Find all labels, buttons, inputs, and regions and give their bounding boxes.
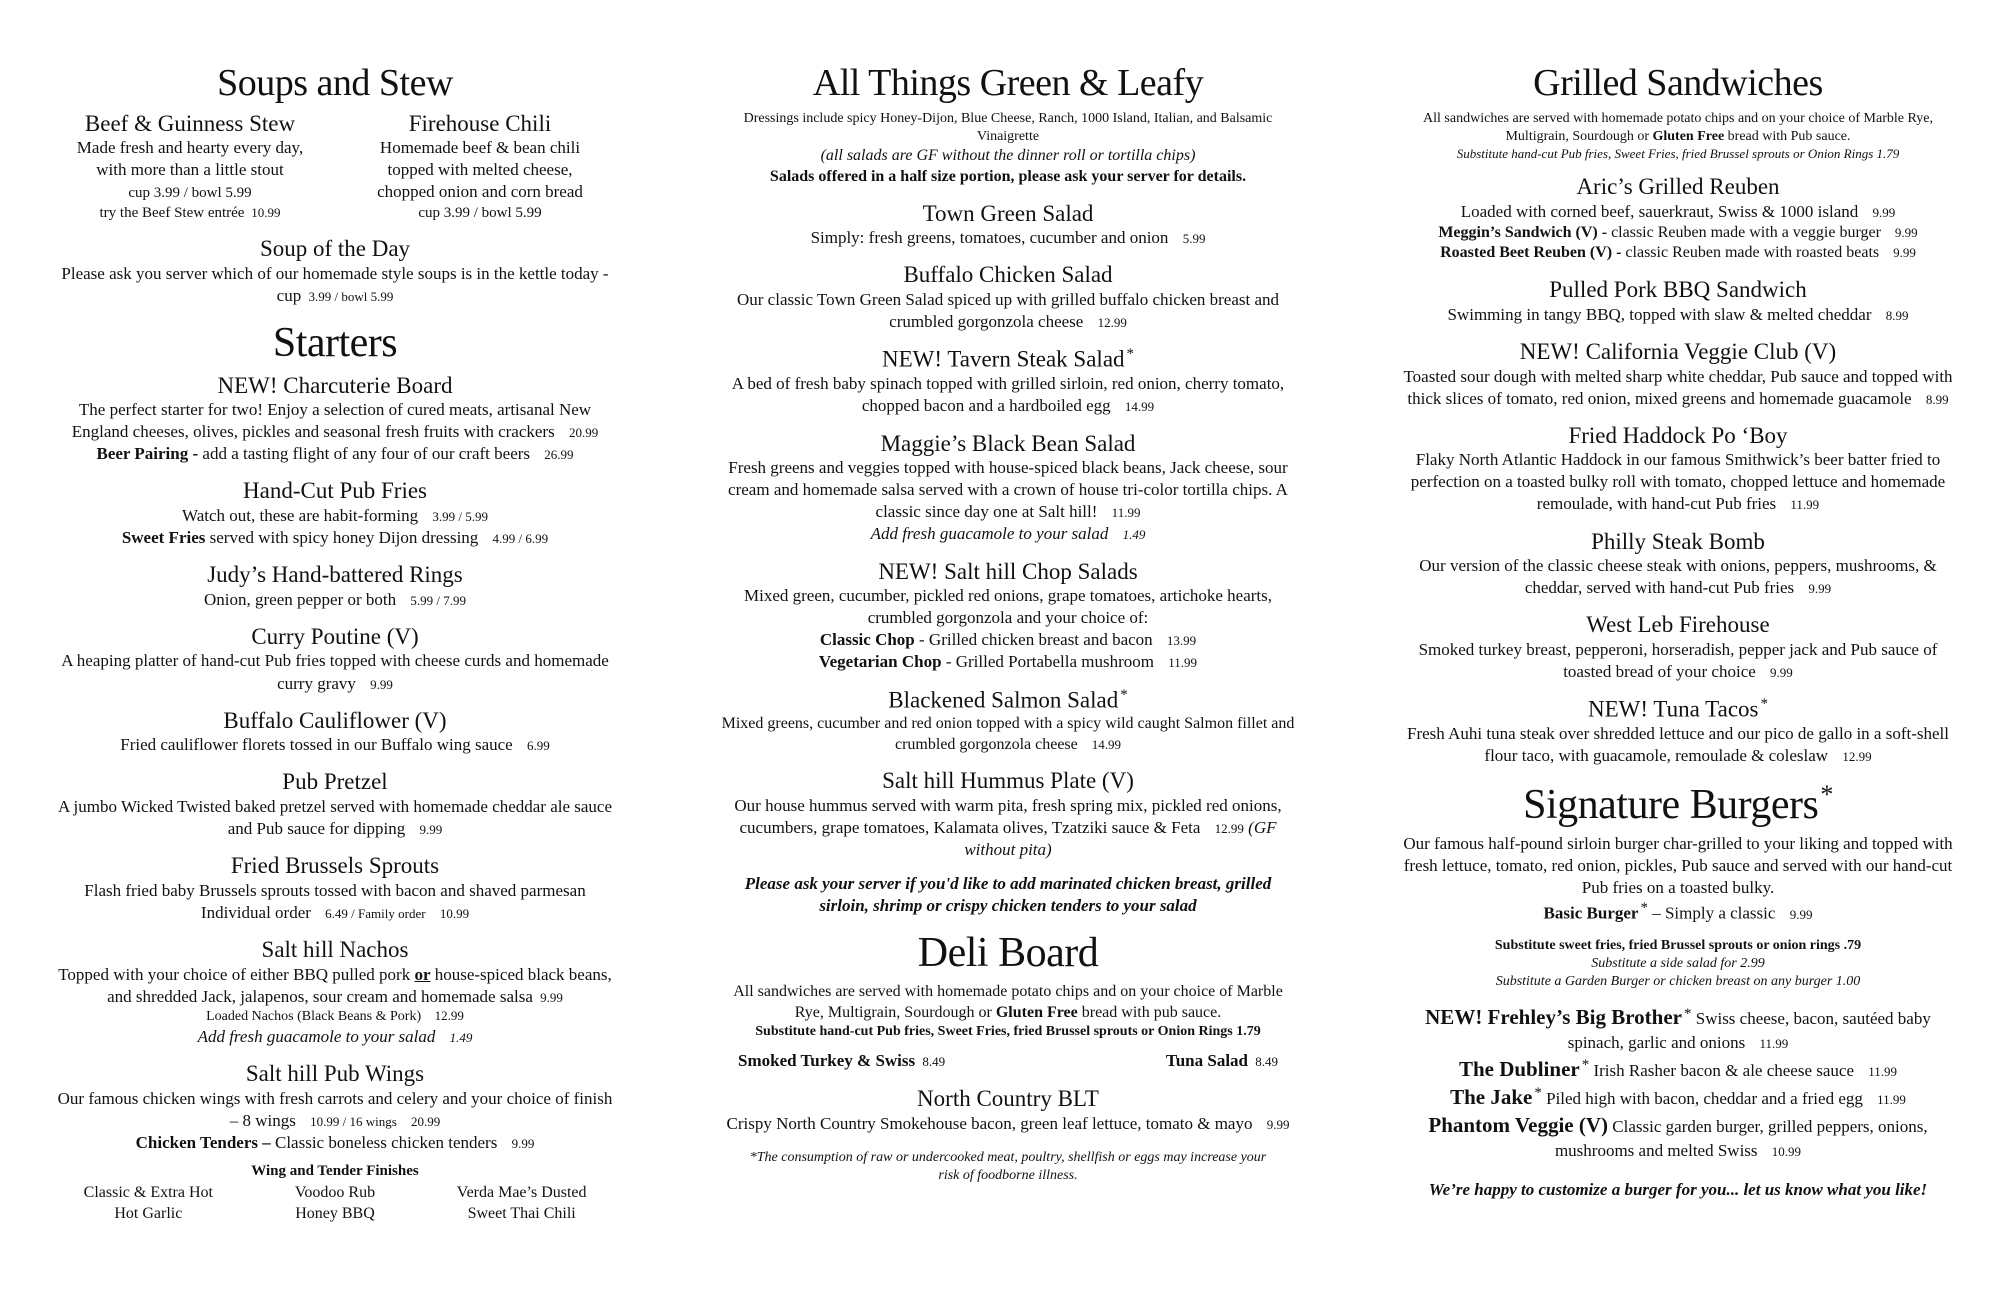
- item-desc: A heaping platter of hand-cut Pub fries topped with cheese curds and homemade curry gravy: [61, 651, 609, 693]
- item-desc: Fresh Auhi tuna steak over shredded lettuce and our pico de gallo in a soft-shell flour taco, with guacamole, remoulade & coleslaw: [1407, 724, 1949, 766]
- item-name: Hand-Cut Pub Fries: [243, 478, 427, 504]
- item-desc: Smoked turkey breast, pepperoni, horseradish, pepper jack and Pub sauce of toasted bread of your choice: [1418, 639, 1938, 682]
- finish-item: Classic & Extra Hot: [83, 1184, 213, 1202]
- menu-item-charcuterie: [55, 372, 615, 466]
- item-desc: Our house hummus served with warm pita, fresh spring mix, pickled red onions, cucumbers, grape tomatoes, Kalamata olives, Tzatziki sauce & Feta: [734, 795, 1282, 838]
- item-price: 10.99: [251, 204, 281, 220]
- item-desc: Fried cauliflower florets tossed in our Buffalo wing sauce: [120, 735, 513, 755]
- menu-item-firehouse: [1398, 611, 1958, 683]
- item-price: 12.99: [1097, 315, 1127, 331]
- menu-item-pretzel: [55, 768, 615, 840]
- item-price: 9.99: [1789, 906, 1813, 922]
- menu-item-nachos: [55, 936, 615, 1048]
- item-desc: Swimming in tangy BBQ, topped with slaw & melted cheddar: [1447, 304, 1872, 324]
- menu-item-jake: [1398, 1083, 1958, 1111]
- item-name: Fried Brussels Sprouts: [230, 853, 440, 879]
- item-desc: chopped onion and corn bread: [377, 182, 583, 202]
- item-price: cup 3.99 / bowl 5.99: [128, 185, 252, 202]
- variant-desc: classic Reuben made with roasted beats: [1625, 244, 1880, 262]
- item-price: 11.99: [1877, 1092, 1906, 1108]
- section-title-soups: Soups and Stew: [217, 62, 453, 104]
- menu-item-sprouts: [55, 852, 615, 924]
- pairing-label: Beer Pairing -: [96, 444, 199, 464]
- item-name: Salt hill Nachos: [261, 936, 409, 962]
- item-name: Buffalo Cauliflower (V): [223, 707, 447, 733]
- item-price: 9.99: [1893, 245, 1916, 261]
- gluten-free-label: Gluten Free: [1652, 128, 1725, 144]
- item-desc: Toasted sour dough with melted sharp white cheddar, Pub sauce and topped with thick slices of tomato, red onion, mixed greens and homemade guacamole: [1403, 366, 1953, 408]
- item-price: 8.49: [1255, 1054, 1278, 1070]
- menu-item-rings: [55, 561, 615, 611]
- gluten-free-label: Gluten Free: [995, 1003, 1078, 1021]
- item-name: NEW! California Veggie Club (V): [1519, 338, 1837, 364]
- item-desc: house-spiced black beans, and shredded Jack, jalapenos, sour cream and homemade salsa: [107, 964, 612, 1006]
- item-price: 9.99: [1808, 581, 1832, 597]
- section-title-sandwiches: Grilled Sandwiches: [1533, 62, 1823, 104]
- item-desc: Crispy North Country Smokehouse bacon, green leaf lettuce, tomato & mayo: [726, 1114, 1253, 1134]
- item-desc: Homemade beef & bean chili: [379, 138, 581, 158]
- item-name: NEW! Salt hill Chop Salads: [878, 558, 1138, 584]
- item-desc: Fresh greens and veggies topped with house-spiced black beans, Jack cheese, sour cream and homemade salsa served with a crown of house tri-color tortilla chips. A classic since day one at Salt hill!: [728, 458, 1288, 522]
- item-price: 13.99: [1166, 633, 1197, 649]
- item-desc: Flaky North Atlantic Haddock in our famous Smithwick’s beer batter fried to perfection on a toasted bulky roll with tomato, chopped lettuce and homemade remoulade, with hand-cut Pub fries: [1410, 450, 1946, 514]
- item-desc: with more than a little stout: [96, 160, 284, 180]
- item-price: 12.99: [434, 1007, 464, 1023]
- item-desc: Our classic Town Green Salad spiced up with grilled buffalo chicken breast and crumbled gorgonzola cheese: [736, 289, 1280, 332]
- item-price: 6.99: [526, 738, 550, 754]
- variant-label: Roasted Beet Reuben (V) -: [1440, 244, 1622, 262]
- item-price: 10.99 / 16 wings: [310, 1113, 397, 1129]
- menu-item-hummus: [718, 767, 1298, 861]
- item-desc: topped with melted cheese,: [387, 160, 573, 180]
- chop-option-desc: - Grilled chicken breast and bacon: [919, 630, 1153, 650]
- chop-option-desc: - Grilled Portabella mushroom: [945, 652, 1155, 672]
- item-price: 9.99: [419, 822, 443, 838]
- column-sandwiches-burgers: [1398, 50, 1958, 1294]
- deli-intro: All sandwiches are served with homemade potato chips and on your choice of Marble Rye, Multigrain, Sourdough or: [733, 982, 1283, 1021]
- menu-item-soup-of-day: [55, 235, 615, 307]
- finish-item: Sweet Thai Chili: [467, 1205, 576, 1223]
- raw-warning-star: *: [1126, 346, 1135, 363]
- item-desc: Please ask you server which of our homemade style soups is in the kettle today - cup: [61, 264, 609, 306]
- item-price: 9.99: [370, 676, 393, 692]
- item-price: 6.49 / Family order: [325, 905, 426, 921]
- raw-warning-star: *: [1683, 1005, 1692, 1022]
- item-price: 11.99: [1759, 1035, 1789, 1051]
- item-price: 10.99: [439, 905, 470, 921]
- basic-burger-label: Basic Burger: [1543, 903, 1639, 923]
- item-price: cup 3.99 / bowl 5.99: [418, 204, 542, 221]
- item-name: Pulled Pork BBQ Sandwich: [1549, 277, 1807, 303]
- menu-item-stew: [55, 110, 325, 224]
- item-name: North Country BLT: [917, 1086, 1099, 1112]
- menu-item-reuben: [1398, 173, 1958, 264]
- deli-items-row: [738, 1051, 1278, 1071]
- raw-food-disclaimer: *The consumption of raw or undercooked meat, poultry, shellfish or eggs may increase your risk of foodborne illness.: [749, 1150, 1267, 1184]
- item-desc: Mixed green, cucumber, pickled red onions, grape tomatoes, artichoke hearts, crumbled gorgonzola and your choice of:: [743, 586, 1273, 628]
- sandwich-intro: All sandwiches are served with homemade potato chips and on your choice of Marble Rye, Multigrain, Sourdough or: [1423, 110, 1933, 144]
- item-name: Pub Pretzel: [282, 769, 388, 795]
- menu-item-salmon-salad: [718, 686, 1298, 756]
- half-size-note: Salads offered in a half size portion, please ask your server for details.: [769, 167, 1247, 185]
- menu-item-bean-salad: [718, 430, 1298, 546]
- sweet-fries-label: Sweet Fries: [121, 528, 206, 548]
- item-desc: Made fresh and hearty every day,: [76, 138, 304, 158]
- menu-item-dubliner: [1398, 1055, 1958, 1083]
- finish-item: Verda Mae’s Dusted: [456, 1184, 587, 1202]
- variant-desc: classic Reuben made with a veggie burger: [1611, 223, 1881, 241]
- menu-item-turkey: [738, 1051, 945, 1071]
- item-price: 11.99: [1868, 1063, 1898, 1079]
- item-desc: Classic garden burger, grilled peppers, onions, mushrooms and melted Swiss: [1554, 1117, 1928, 1160]
- burgers-intro: Our famous half-pound sirloin burger char-grilled to your liking and topped with fresh lettuce, tomato, red onion, pickles, Pub sauce and served with our hand-cut Pub fries on a toasted bulky.: [1403, 833, 1953, 898]
- item-desc: Onion, green pepper or both: [203, 589, 397, 609]
- item-desc: Swiss cheese, bacon, sautéed baby spinach, garlic and onions: [1567, 1009, 1931, 1052]
- customize-note: We’re happy to customize a burger for you... let us know what you like!: [1428, 1179, 1928, 1199]
- menu-item-bbq: [1398, 276, 1958, 326]
- item-price: 9.99: [1872, 204, 1896, 220]
- item-price: 8.99: [1885, 307, 1909, 323]
- item-price: 3.99 / 5.99: [432, 509, 488, 525]
- item-name: Town Green Salad: [922, 200, 1094, 226]
- menu-item-chop-salads: [718, 558, 1298, 674]
- section-title-burgers: Signature Burgers: [1523, 781, 1819, 828]
- item-name: NEW! Frehley’s Big Brother: [1425, 1005, 1682, 1030]
- item-name: Phantom Veggie (V): [1428, 1113, 1609, 1138]
- guac-addon: Add fresh guacamole to your salad: [870, 524, 1109, 544]
- item-name: Judy’s Hand-battered Rings: [207, 562, 463, 588]
- basic-burger-desc: – Simply a classic: [1652, 903, 1776, 923]
- chop-option-label: Vegetarian Chop: [818, 652, 942, 672]
- item-price: 9.99: [1266, 1117, 1290, 1133]
- item-price: 8.49: [922, 1054, 946, 1070]
- item-price: 14.99: [1091, 736, 1121, 752]
- menu-item-frehley: [1398, 1003, 1958, 1054]
- item-name: NEW! Charcuterie Board: [217, 372, 453, 398]
- sandwich-substitute-note: Substitute hand-cut Pub fries, Sweet Fries, fried Brussel sprouts or Onion Rings 1.79: [1456, 146, 1900, 162]
- section-title-deli: Deli Board: [917, 930, 1099, 977]
- column-soups-starters: [55, 50, 615, 1294]
- finish-item: Hot Garlic: [114, 1205, 183, 1223]
- menu-item-haddock: [1398, 422, 1958, 516]
- item-price: 11.99: [1168, 655, 1198, 671]
- item-name: Fried Haddock Po ‘Boy: [1568, 422, 1788, 448]
- item-name: NEW! Tavern Steak Salad: [881, 346, 1125, 372]
- item-price: 11.99: [1790, 497, 1820, 513]
- menu-item-poutine: [55, 623, 615, 695]
- item-desc: Watch out, these are habit-forming: [182, 506, 419, 526]
- item-desc: Flash fried baby Brussels sprouts tossed with bacon and shaved parmesan: [84, 880, 586, 900]
- item-desc: Topped with your choice of either BBQ pulled pork: [58, 964, 411, 984]
- entree-label: try the Beef Stew entrée: [99, 204, 245, 221]
- finish-item: Honey BBQ: [295, 1205, 375, 1223]
- raw-warning-star: *: [1120, 686, 1128, 703]
- soups-row: [55, 110, 615, 224]
- section-title-salads: All Things Green & Leafy: [812, 62, 1204, 104]
- item-name: Aric’s Grilled Reuben: [1576, 173, 1780, 199]
- item-price: 9.99: [540, 989, 563, 1005]
- item-name: Beef & Guinness Stew: [84, 110, 296, 136]
- raw-warning-star: *: [1760, 696, 1768, 713]
- burger-substitute-1: Substitute sweet fries, fried Brussel sprouts or onion rings .79: [1494, 937, 1862, 953]
- loaded-nachos: Loaded Nachos (Black Beans & Pork): [206, 1008, 422, 1024]
- menu-item-philly: [1398, 528, 1958, 600]
- menu-item-phantom: [1398, 1111, 1958, 1162]
- item-name: Philly Steak Bomb: [1591, 528, 1765, 554]
- finishes-grid: [55, 1183, 615, 1225]
- item-price: 20.99: [411, 1113, 441, 1129]
- item-desc: A bed of fresh baby spinach topped with grilled sirloin, red onion, cherry tomato, chopped bacon and a hardboiled egg: [731, 374, 1285, 416]
- item-price: 11.99: [1111, 505, 1141, 521]
- item-desc: Loaded with corned beef, sauerkraut, Swiss & 1000 island: [1460, 201, 1859, 221]
- column-salads-deli: [718, 50, 1298, 1294]
- variant-label: Meggin’s Sandwich (V) -: [1438, 223, 1608, 241]
- deli-intro: bread with pub sauce.: [1081, 1003, 1222, 1021]
- chop-option-label: Classic Chop: [819, 630, 915, 650]
- item-name: Buffalo Chicken Salad: [903, 262, 1113, 288]
- section-title-starters: Starters: [272, 320, 398, 367]
- item-name: Firehouse Chili: [408, 110, 552, 136]
- gf-note: (all salads are GF without the dinner roll or tortilla chips): [820, 147, 1196, 165]
- menu-item-chili: [345, 110, 615, 224]
- item-price: 3.99 / bowl 5.99: [308, 289, 394, 305]
- sandwich-intro: bread with Pub sauce.: [1727, 128, 1851, 144]
- gf-note: (GF without pita): [964, 818, 1277, 860]
- item-name: The Dubliner: [1458, 1056, 1580, 1081]
- item-price: 5.99: [1182, 231, 1206, 247]
- menu-item-fries: [55, 477, 615, 549]
- item-desc: Our famous chicken wings with fresh carrots and celery and your choice of finish – 8 wings: [57, 1088, 613, 1130]
- dressings-note: Dressings include spicy Honey-Dijon, Blue Cheese, Ranch, 1000 Island, Italian, and Balsamic Vinaigrette: [743, 110, 1273, 144]
- item-desc: Simply: fresh greens, tomatoes, cucumber and onion: [810, 228, 1169, 248]
- item-name: Curry Poutine (V): [251, 623, 419, 649]
- item-price: 5.99 / 7.99: [410, 592, 466, 608]
- guac-addon: Add fresh guacamole to your salad: [197, 1026, 436, 1046]
- item-price: 9.99: [1770, 665, 1793, 681]
- item-price: 26.99: [544, 447, 574, 463]
- item-name: NEW! Tuna Tacos: [1588, 696, 1759, 722]
- raw-warning-star: *: [1581, 1057, 1590, 1074]
- pairing-desc: add a tasting flight of any four of our craft beers: [202, 444, 531, 464]
- menu-item-wings: [55, 1060, 615, 1225]
- finishes-title: Wing and Tender Finishes: [251, 1162, 419, 1179]
- item-price: 9.99: [1894, 224, 1918, 240]
- item-price: 8.99: [1925, 391, 1949, 407]
- menu-item-steak-salad: [718, 345, 1298, 417]
- item-name: The Jake: [1450, 1085, 1533, 1110]
- item-name: West Leb Firehouse: [1586, 612, 1770, 638]
- burger-substitute-3: Substitute a Garden Burger or chicken breast on any burger 1.00: [1495, 974, 1861, 990]
- menu-item-tuna: [1166, 1051, 1278, 1071]
- deli-substitute-note: Substitute hand-cut Pub fries, Sweet Fries, fried Brussel sprouts or Onion Rings 1.79: [755, 1024, 1261, 1040]
- item-desc: Piled high with bacon, cheddar and a fried egg: [1546, 1089, 1863, 1109]
- item-price: 1.49: [449, 1029, 473, 1045]
- item-desc: Mixed greens, cucumber and red onion topped with a spicy wild caught Salmon fillet and crumbled gorgonzola cheese: [721, 714, 1295, 753]
- or-word: or: [414, 964, 431, 984]
- item-desc: Our version of the classic cheese steak with onions, peppers, mushrooms, & cheddar, served with hand-cut Pub fries: [1419, 556, 1937, 598]
- tenders-desc: Classic boneless chicken tenders: [274, 1132, 498, 1152]
- order-label: Individual order: [200, 902, 311, 922]
- item-name: Soup of the Day: [259, 236, 411, 262]
- item-price: 4.99 / 6.99: [492, 531, 549, 547]
- item-price: 12.99: [1842, 749, 1872, 765]
- item-price: 12.99: [1214, 821, 1244, 837]
- item-price: 10.99: [1771, 1143, 1802, 1159]
- menu-item-veggie-club: [1398, 338, 1958, 410]
- item-name: Salt hill Pub Wings: [245, 1060, 425, 1086]
- finish-item: Voodoo Rub: [294, 1184, 376, 1202]
- menu-item-town-salad: [718, 200, 1298, 250]
- item-name: Maggie’s Black Bean Salad: [880, 430, 1136, 456]
- raw-warning-star: *: [1640, 900, 1648, 917]
- sweet-fries-desc: served with spicy honey Dijon dressing: [209, 528, 479, 548]
- item-desc: Irish Rasher bacon & ale cheese sauce: [1593, 1060, 1855, 1080]
- item-price: 20.99: [568, 425, 599, 441]
- item-name: Salt hill Hummus Plate (V): [882, 768, 1134, 794]
- menu-item-tacos: [1398, 695, 1958, 767]
- item-price: 9.99: [511, 1135, 535, 1151]
- raw-warning-star: *: [1534, 1085, 1542, 1102]
- menu-item-cauliflower: [55, 707, 615, 757]
- item-desc: The perfect starter for two! Enjoy a selection of cured meats, artisanal New England cheeses, olives, pickles and seasonal fresh fruits with crackers: [71, 400, 592, 442]
- item-desc: A jumbo Wicked Twisted baked pretzel served with homemade cheddar ale sauce and Pub sauce for dipping: [57, 796, 613, 839]
- item-price: 14.99: [1124, 399, 1155, 415]
- item-name: Smoked Turkey & Swiss: [738, 1051, 916, 1071]
- item-name: Tuna Salad: [1165, 1051, 1248, 1071]
- menu-item-buffalo-salad: [718, 261, 1298, 333]
- burger-substitute-2: Substitute a side salad for 2.99: [1591, 956, 1765, 972]
- item-price: 1.49: [1122, 527, 1146, 543]
- item-name: Blackened Salmon Salad: [888, 687, 1119, 713]
- addons-note: Please ask your server if you'd like to add marinated chicken breast, grilled sirloin, shrimp or crispy chicken tenders to your salad: [744, 874, 1272, 916]
- raw-warning-star: *: [1820, 779, 1833, 809]
- menu-item-blt: [718, 1085, 1298, 1135]
- tenders-label: Chicken Tenders –: [135, 1132, 271, 1152]
